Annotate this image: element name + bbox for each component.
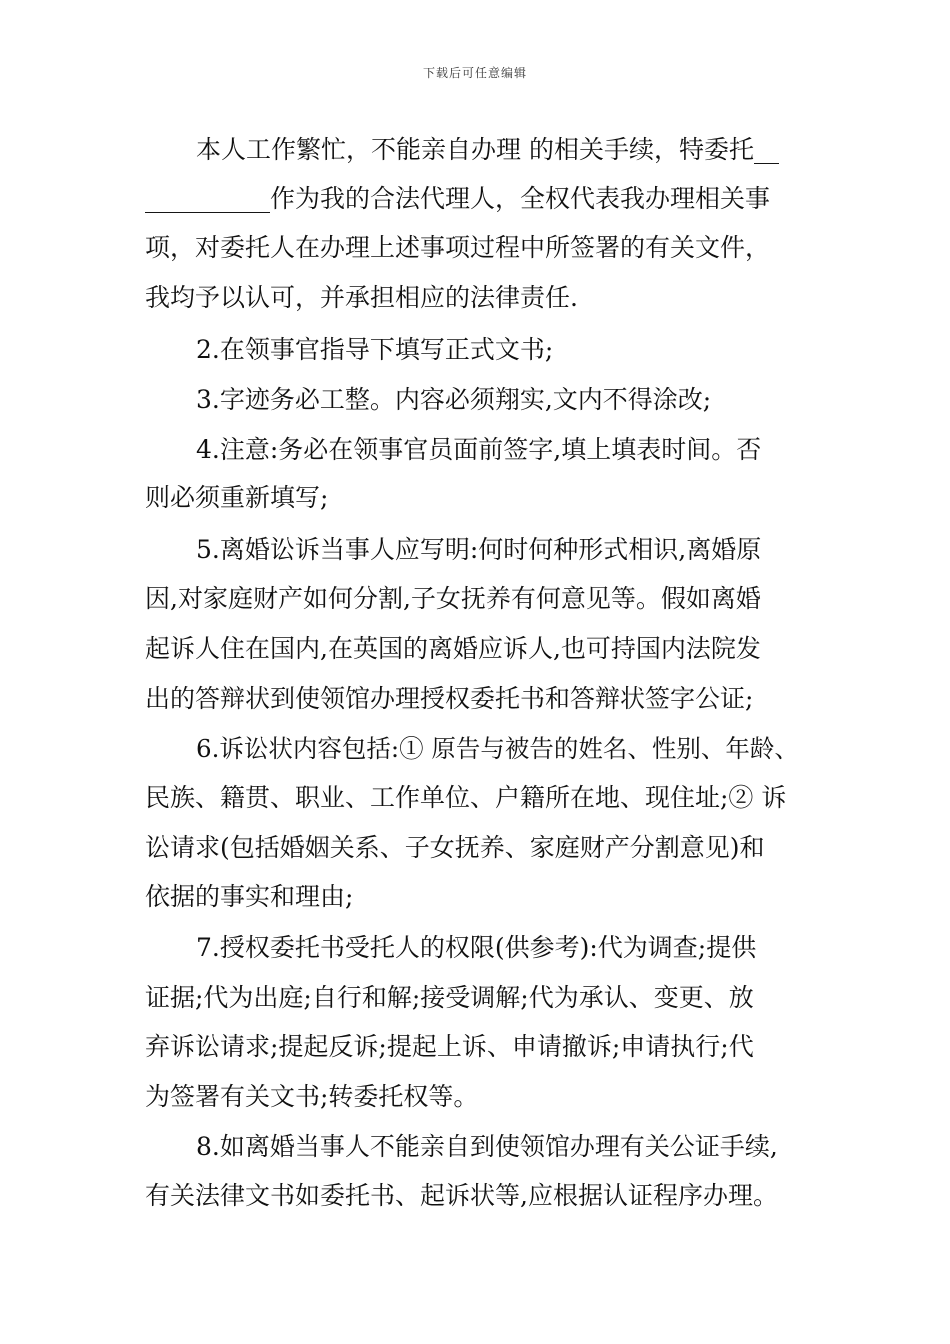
text-line: 依据的事实和理由; xyxy=(145,882,354,911)
text-line: 4.注意:务必在领事官员面前签字,填上填表时间。否 xyxy=(196,435,762,464)
text-line: 我均予以认可，并承担相应的法律责任. xyxy=(145,283,578,312)
text-line: 因,对家庭财产如何分割,子女抚养有何意见等。假如离婚 xyxy=(145,584,761,613)
text-line: 7.授权委托书受托人的权限(供参考):代为调查;提供 xyxy=(196,933,757,962)
text-line: 3.字迹务必工整。内容必须翔实,文内不得涂改; xyxy=(196,385,712,414)
text-line: 为签署有关文书;转委托权等。 xyxy=(145,1082,479,1111)
text-line: 本人工作繁忙，不能亲自办理 的相关手续，特委托__ xyxy=(196,135,779,164)
text-line: 起诉人住在国内,在英国的离婚应诉人,也可持国内法院发 xyxy=(145,634,761,663)
text-line: 5.离婚讼诉当事人应写明:何时何种形式相识,离婚原 xyxy=(196,535,762,564)
text-line: 8.如离婚当事人不能亲自到使领馆办理有关公证手续, xyxy=(196,1132,778,1161)
text-line: 6.诉讼状内容包括:① 原告与被告的姓名、性别、年龄、 xyxy=(196,734,799,763)
page-header: 下载后可任意编辑 xyxy=(422,66,527,80)
text-line: 出的答辩状到使领馆办理授权委托书和答辩状签字公证; xyxy=(145,684,754,713)
text-line: 有关法律文书如委托书、起诉状等,应根据认证程序办理。 xyxy=(145,1181,778,1210)
text-line: 证据;代为出庭;自行和解;接受调解;代为承认、变更、放 xyxy=(145,983,754,1012)
text-line: 项，对委托人在办理上述事项过程中所签署的有关文件， xyxy=(145,233,771,262)
text-line: 弃诉讼请求;提起反诉;提起上诉、申请撤诉;申请执行;代 xyxy=(145,1032,754,1061)
text-line: 则必须重新填写; xyxy=(145,483,329,512)
text-line: 民族、籍贯、职业、工作单位、户籍所在地、现住址;② 诉 xyxy=(145,783,787,812)
text-line: __________作为我的合法代理人，全权代表我办理相关事 xyxy=(145,184,771,213)
text-line: 2.在领事官指导下填写正式文书; xyxy=(196,335,554,364)
text-line: 讼请求(包括婚姻关系、子女抚养、家庭财产分割意见)和 xyxy=(145,833,765,862)
